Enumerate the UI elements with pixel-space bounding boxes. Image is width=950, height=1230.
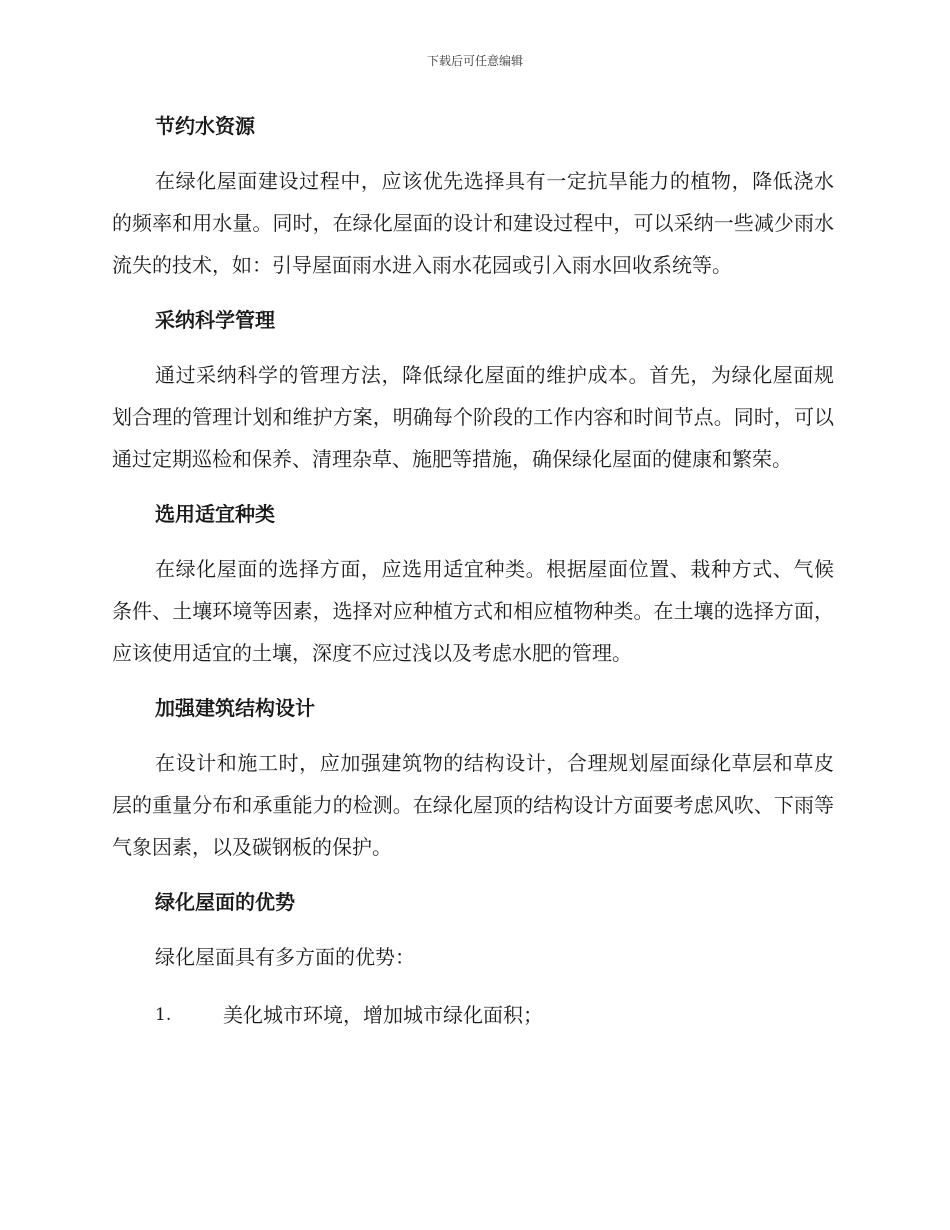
section-paragraph-water: 在绿化屋面建设过程中，应该优先选择具有一定抗旱能力的植物，降低浇水的频率和用水量。同时，在绿化屋面的设计和建设过程中，可以采纳一些减少雨水流失的技术，如：引导屋面雨水进入雨水花园或引入雨水回收系统等。 <box>112 169 834 277</box>
list-item-text: 美化城市环境，增加城市绿化面积； <box>223 1003 543 1027</box>
section-heading-advantages: 绿化屋面的优势 <box>155 890 295 914</box>
section-heading-structure: 加强建筑结构设计 <box>155 696 315 720</box>
document-body <box>112 108 834 1036</box>
list-item-number: 1. <box>155 1005 172 1025</box>
section-heading-management: 采纳科学管理 <box>155 308 275 332</box>
section-heading-species: 选用适宜种类 <box>155 502 275 526</box>
page-header: 下载后可任意编辑 <box>426 54 523 68</box>
section-paragraph-structure: 在设计和施工时，应加强建筑物的结构设计，合理规划屋面绿化草层和草皮层的重量分布和承重能力的检测。在绿化屋顶的结构设计方面要考虑风吹、下雨等气象因素，以及碳钢板的保护。 <box>112 751 834 859</box>
list-item <box>112 994 834 1036</box>
section-paragraph-species: 在绿化屋面的选择方面，应选用适宜种类。根据屋面位置、栽种方式、气候条件、土壤环境等因素，选择对应种植方式和相应植物种类。在土壤的选择方面，应该使用适宜的土壤，深度不应过浅以及考虑水肥的管理。 <box>112 557 834 665</box>
section-paragraph-management: 通过采纳科学的管理方法，降低绿化屋面的维护成本。首先，为绿化屋面规划合理的管理计划和维护方案，明确每个阶段的工作内容和时间节点。同时，可以通过定期巡检和保养、清理杂草、施肥等措施，确保绿化屋面的健康和繁荣。 <box>112 363 834 471</box>
section-heading-water: 节约水资源 <box>155 114 255 138</box>
section-paragraph-advantages: 绿化屋面具有多方面的优势： <box>155 945 415 969</box>
